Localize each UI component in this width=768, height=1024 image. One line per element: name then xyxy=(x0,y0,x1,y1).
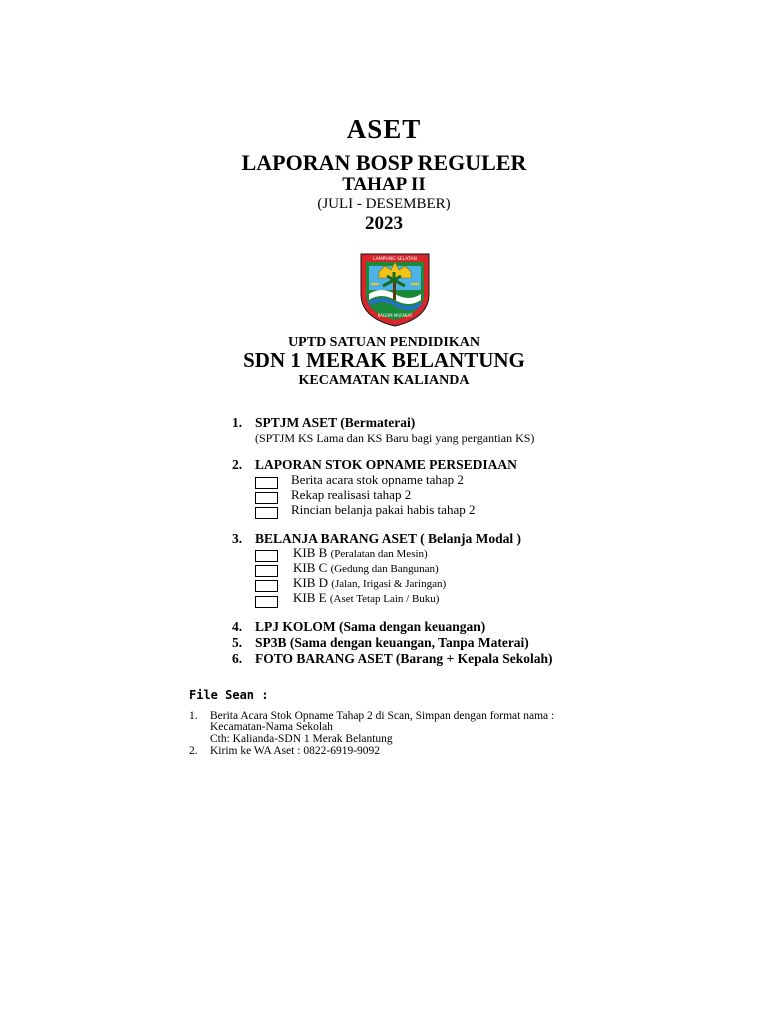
report-year: 2023 xyxy=(365,213,403,234)
school-unit: UPTD SATUAN PENDIDIKAN xyxy=(288,335,480,350)
check-label: Berita acara stok opname tahap 2 xyxy=(291,472,464,487)
checkbox-kib-e[interactable] xyxy=(255,596,278,608)
file-scan-line-1: Berita Acara Stok Opname Tahap 2 di Scan, Simpan dengan format nama : xyxy=(210,710,555,722)
item-1-note: (SPTJM KS Lama dan KS Baru bagi yang pergantian KS) xyxy=(255,431,535,445)
checkbox-kib-d[interactable] xyxy=(255,580,278,592)
file-scan-title: File Sean : xyxy=(189,688,269,702)
school-district: KECAMATAN KALIANDA xyxy=(298,373,470,388)
document-title: ASET xyxy=(346,114,422,144)
item-number: 5. xyxy=(232,635,243,650)
item-1 xyxy=(232,415,415,431)
kib-b-label xyxy=(293,545,428,561)
check-label: Rekap realisasi tahap 2 xyxy=(291,487,412,502)
item-number: 2. xyxy=(232,457,243,472)
kib-code: KIB B xyxy=(293,545,328,560)
kib-code: KIB D xyxy=(293,575,329,590)
logo-text-bottom: RAGOM MUFAKAT xyxy=(377,313,413,318)
item-number: 4. xyxy=(232,619,243,634)
report-title: LAPORAN BOSP REGULER xyxy=(241,150,527,175)
item-2 xyxy=(232,457,517,473)
logo-text-top: LAMPUNG SELATAN xyxy=(373,257,417,262)
kib-desc: (Jalan, Irigasi & Jaringan) xyxy=(331,578,447,590)
checkbox-berita-acara[interactable] xyxy=(255,477,278,489)
file-scan-number-2: 2. xyxy=(189,745,198,757)
regency-emblem-logo xyxy=(357,250,433,333)
file-scan-line-1c: Cth: Kalianda-SDN 1 Merak Belantung xyxy=(210,733,393,745)
file-scan-line-2: Kirim ke WA Aset : 0822-6919-9092 xyxy=(210,745,381,757)
item-title: SP3B (Sama dengan keuangan, Tanpa Materai) xyxy=(255,635,529,650)
checkbox-rincian-belanja[interactable] xyxy=(255,507,278,519)
item-5 xyxy=(232,635,529,651)
checkbox-kib-b[interactable] xyxy=(255,550,278,562)
item-title: SPTJM ASET (Bermaterai) xyxy=(255,415,416,430)
kib-desc: (Gedung dan Bangunan) xyxy=(330,563,439,575)
checkbox-kib-c[interactable] xyxy=(255,565,278,577)
kib-code: KIB E xyxy=(293,590,327,605)
school-name: SDN 1 MERAK BELANTUNG xyxy=(243,348,525,372)
item-title: LAPORAN STOK OPNAME PERSEDIAAN xyxy=(255,457,517,472)
kib-code: KIB C xyxy=(293,560,328,575)
kib-d-label xyxy=(293,575,446,591)
kib-e-label xyxy=(293,590,439,606)
kib-desc: (Aset Tetap Lain / Buku) xyxy=(329,593,440,605)
file-scan-number-1: 1. xyxy=(189,710,198,722)
file-scan-line-1b: Kecamatan-Nama Sekolah xyxy=(210,721,333,733)
checkbox-rekap-realisasi[interactable] xyxy=(255,492,278,504)
item-title: LPJ KOLOM (Sama dengan keuangan) xyxy=(255,619,486,634)
kib-c-label xyxy=(293,560,439,576)
item-number: 1. xyxy=(232,415,243,430)
item-number: 6. xyxy=(232,651,243,666)
check-label: Rincian belanja pakai habis tahap 2 xyxy=(291,502,476,517)
item-title: BELANJA BARANG ASET ( Belanja Modal ) xyxy=(255,531,522,546)
report-period: (JULI - DESEMBER) xyxy=(317,196,451,212)
item-number: 3. xyxy=(232,531,243,546)
item-4 xyxy=(232,619,485,635)
report-stage: TAHAP II xyxy=(342,174,426,195)
item-title: FOTO BARANG ASET (Barang + Kepala Sekolah) xyxy=(255,651,553,666)
kib-desc: (Peralatan dan Mesin) xyxy=(330,548,428,560)
item-6 xyxy=(232,651,553,667)
